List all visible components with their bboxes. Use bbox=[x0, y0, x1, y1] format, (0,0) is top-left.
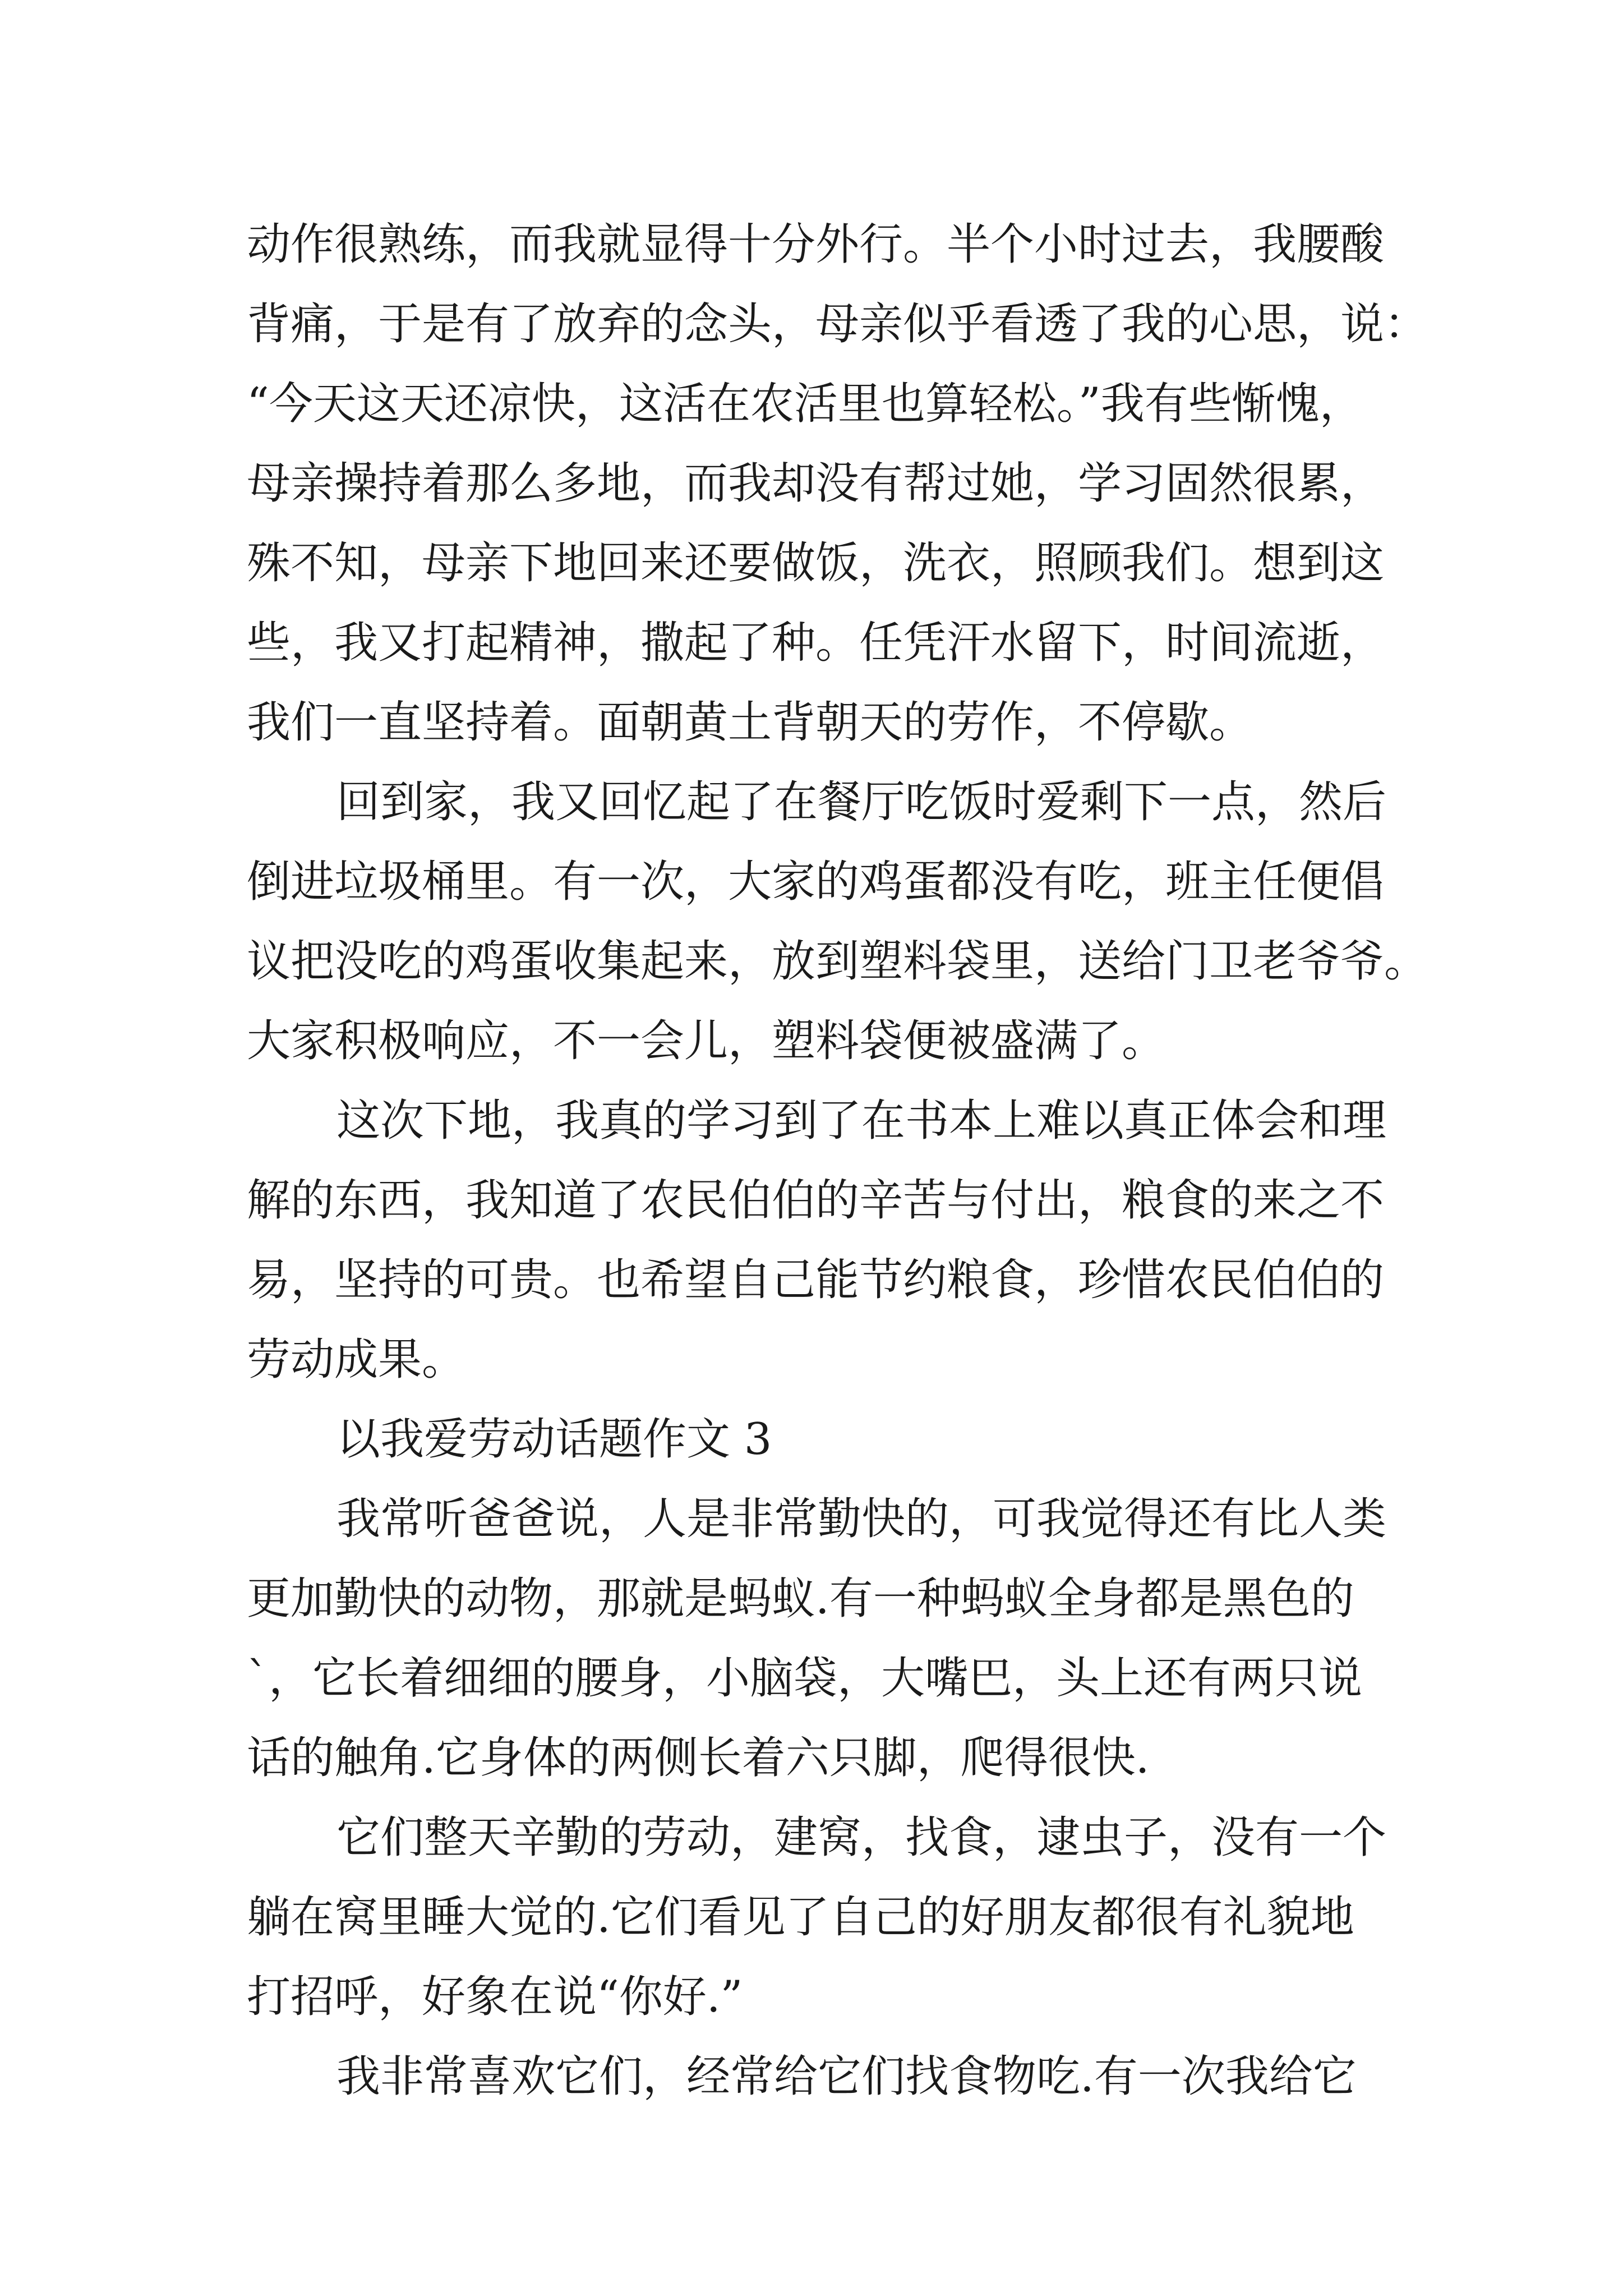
text-line: 母亲操持着那么多地，而我却没有帮过她，学习固然很累， bbox=[247, 458, 1385, 509]
text-line: 我们一直坚持着。面朝黄土背朝天的劳作，不停歇。 bbox=[247, 697, 1253, 748]
text-line: 回到家，我又回忆起了在餐厅吃饭时爱剩下一点，然后 bbox=[336, 777, 1387, 827]
text-line: 它们整天辛勤的劳动，建窝，找食，逮虫子，没有一个 bbox=[336, 1812, 1387, 1863]
document-body bbox=[247, 205, 1428, 2116]
text-line: 殊不知，母亲下地回来还要做饭，洗衣，照顾我们。想到这 bbox=[247, 538, 1385, 588]
text-line: 倒进垃圾桶里。有一次，大家的鸡蛋都没有吃，班主任便倡 bbox=[247, 857, 1385, 907]
text-line: 动作很熟练，而我就显得十分外行。半个小时过去，我腰酸 bbox=[247, 219, 1385, 270]
text-line: 这次下地，我真的学习到了在书本上难以真正体会和理 bbox=[336, 1096, 1387, 1146]
text-line: 些，我又打起精神，撒起了种。任凭汗水留下，时间流逝， bbox=[247, 618, 1385, 668]
text-line: 议把没吃的鸡蛋收集起来，放到塑料袋里，送给门卫老爷爷。 bbox=[247, 936, 1428, 987]
text-line: 大家积极响应，不一会儿，塑料袋便被盛满了。 bbox=[247, 1016, 1166, 1066]
text-line: 躺在窝里睡大觉的.它们看见了自己的好朋友都很有礼貌地 bbox=[247, 1892, 1354, 1943]
text-line: 解的东西，我知道了农民伯伯的辛苦与付出，粮食的来之不 bbox=[247, 1175, 1385, 1226]
text-line: 打招呼，好象在说“你好.” bbox=[247, 1972, 743, 2022]
text-line: `，它长着细细的腰身，小脑袋，大嘴巴，头上还有两只说 bbox=[247, 1653, 1363, 1704]
section-heading: 以我爱劳动话题作文 3 bbox=[336, 1414, 772, 1465]
text-line: 易，坚持的可贵。也希望自己能节约粮食，珍惜农民伯伯的 bbox=[247, 1255, 1385, 1305]
text-line: 背痛，于是有了放弃的念头，母亲似乎看透了我的心思，说： bbox=[247, 299, 1428, 349]
text-line: 话的触角.它身体的两侧长着六只脚，爬得很快. bbox=[247, 1733, 1150, 1783]
text-line: 我常听爸爸说，人是非常勤快的，可我觉得还有比人类 bbox=[336, 1494, 1387, 1544]
text-line: 我非常喜欢它们，经常给它们找食物吃.有一次我给它 bbox=[336, 2051, 1357, 2102]
text-line: 劳动成果。 bbox=[247, 1335, 466, 1385]
text-line: “今天这天还凉快，这活在农活里也算轻松。”我有些惭愧， bbox=[247, 379, 1363, 429]
text-line: 更加勤快的动物，那就是蚂蚁.有一种蚂蚁全身都是黑色的 bbox=[247, 1573, 1354, 1624]
